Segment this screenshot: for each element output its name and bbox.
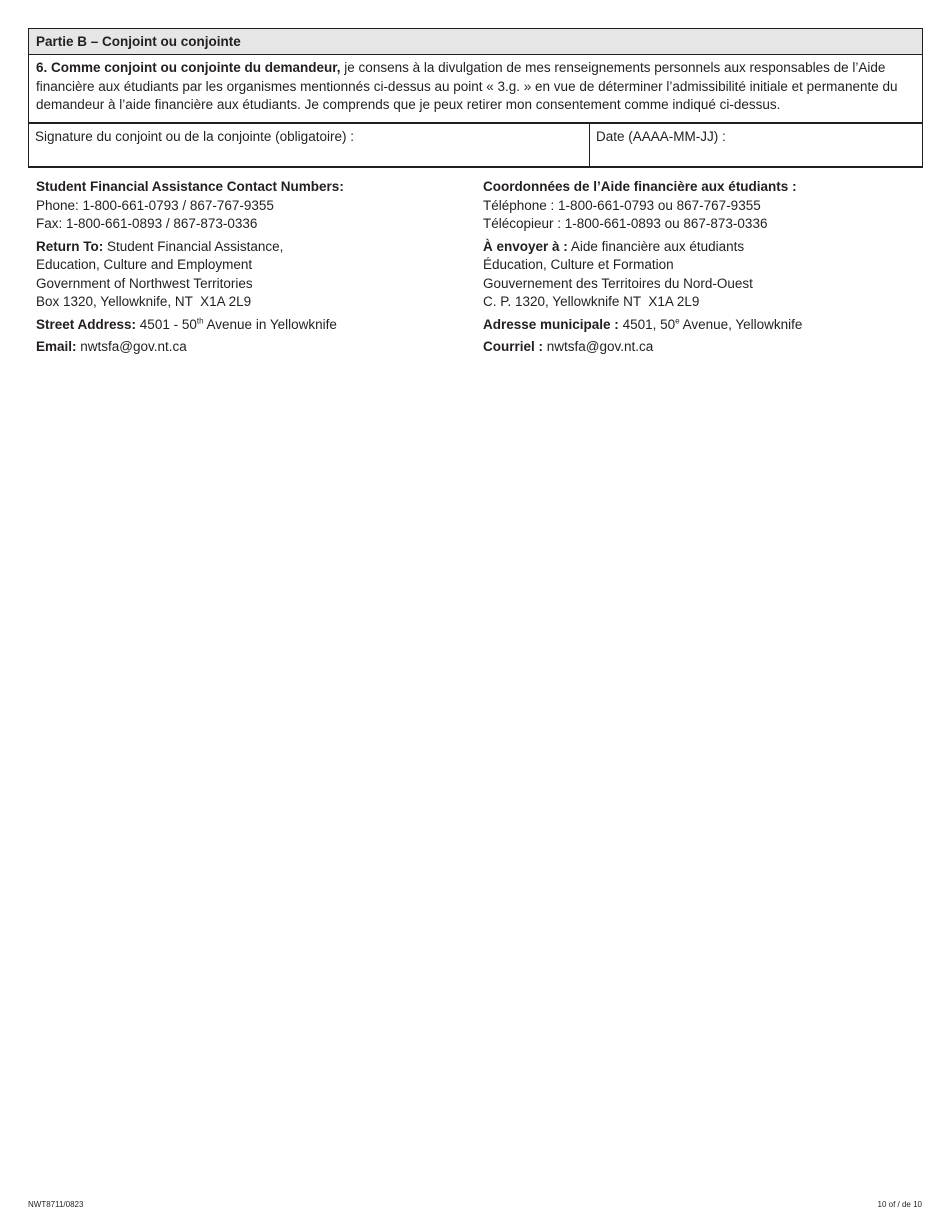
spouse-signature-field[interactable] xyxy=(29,124,590,166)
email-value-fr[interactable]: nwtsfa@gov.nt.ca xyxy=(546,339,654,354)
email-label-en: Email: xyxy=(36,339,77,354)
return-line4-fr: C. P. 1320, Yellowknife NT X1A 2L9 xyxy=(483,294,700,309)
contact-heading-en: Student Financial Assistance Contact Numbers: xyxy=(36,179,344,194)
contact-info-english xyxy=(36,178,456,361)
return-line2-en: Education, Culture and Employment xyxy=(36,257,253,272)
fax-fr: Télécopieur : 1-800-661-0893 ou 867-873-0336 xyxy=(483,216,768,231)
page-number: 10 of / de 10 xyxy=(877,1200,922,1209)
form-number: NWT8711/0823 xyxy=(28,1200,84,1209)
fax-en: Fax: 1-800-661-0893 / 867-873-0336 xyxy=(36,216,258,231)
consent-statement xyxy=(29,55,922,124)
return-line3-en: Government of Northwest Territories xyxy=(36,275,253,291)
part-b-header: Partie B – Conjoint ou conjointe xyxy=(29,29,922,55)
phone-fr: Téléphone : 1-800-661-0793 ou 867-767-9355 xyxy=(483,197,761,213)
consent-bold-lead: 6. Comme conjoint ou conjointe du demandeur, xyxy=(36,60,341,75)
phone-en: Phone: 1-800-661-0793 / 867-767-9355 xyxy=(36,197,274,213)
return-line2-fr: Éducation, Culture et Formation xyxy=(483,257,674,272)
return-line3-fr: Gouvernement des Territoires du Nord-Ouest xyxy=(483,275,753,291)
street-value-fr: 4501, 50e Avenue, Yellowknife xyxy=(622,316,803,332)
street-value-en: 4501 - 50th Avenue in Yellowknife xyxy=(139,316,337,332)
consent-body: je consens à la divulgation de mes renseignements personnels aux responsables de l’Aide financière aux étudiants par les organismes mentionnés ci-dessus au point « 3.g. » en vue de déterminer l’admissibilité initiale et permanente du demandeur à l’aide financière aux étudiants. Je comprends que je peux retirer mon consentement comme indiqué ci-dessus. xyxy=(36,60,898,112)
spouse-consent-form xyxy=(28,28,923,168)
email-value-en[interactable]: nwtsfa@gov.nt.ca xyxy=(80,339,187,354)
return-line4-en: Box 1320, Yellowknife, NT X1A 2L9 xyxy=(36,294,252,309)
date-field[interactable] xyxy=(590,124,922,166)
street-label-fr: Adresse municipale : xyxy=(483,316,619,332)
signature-row xyxy=(29,124,922,166)
return-line1-fr: Aide financière aux étudiants xyxy=(570,238,745,254)
return-label-fr: À envoyer à : xyxy=(483,238,568,254)
return-label-en: Return To: xyxy=(36,238,104,254)
contact-heading-fr: Coordonnées de l’Aide financière aux étudiants : xyxy=(483,179,797,194)
spouse-signature-label: Signature du conjoint ou de la conjointe (obligatoire) : xyxy=(35,128,354,144)
date-label: Date (AAAA-MM-JJ) : xyxy=(596,128,726,144)
contact-info-french xyxy=(483,178,903,361)
email-label-fr: Courriel : xyxy=(483,339,544,354)
return-line1-en: Student Financial Assistance, xyxy=(107,238,284,254)
street-label-en: Street Address: xyxy=(36,316,137,332)
